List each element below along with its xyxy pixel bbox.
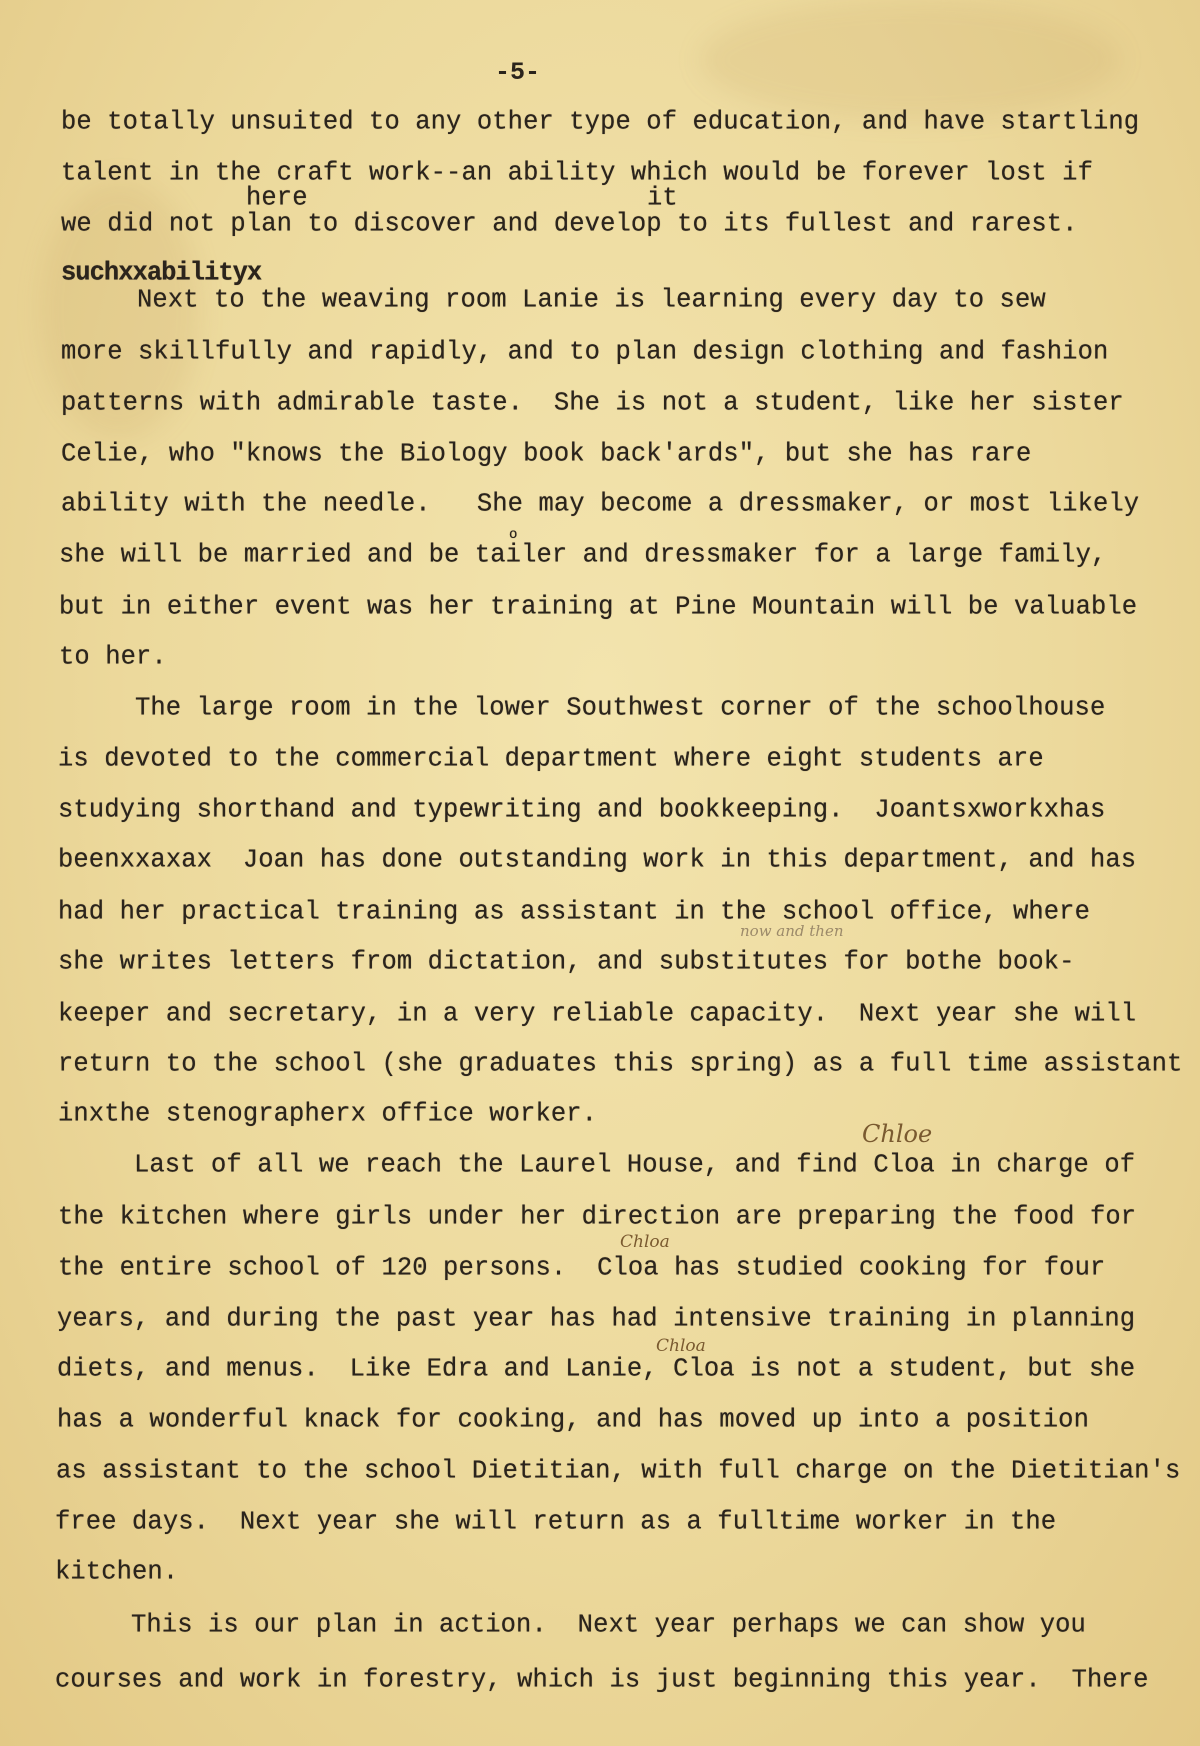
text-line: is devoted to the commercial department where eight students are bbox=[58, 744, 1044, 774]
text-line: but in either event was her training at Pine Mountain will be valuable bbox=[59, 592, 1138, 622]
text-line: the entire school of 120 persons. Cloa has studied cooking for four bbox=[58, 1253, 1106, 1283]
text-line: Next to the weaving room Lanie is learning every day to sew bbox=[137, 285, 1046, 315]
text-line: Last of all we reach the Laurel House, and find Cloa in charge of bbox=[134, 1150, 1136, 1180]
text-line: kitchen. bbox=[55, 1557, 179, 1587]
text-line: to her. bbox=[59, 642, 167, 672]
text-line: Celie, who "knows the Biology book back'ards", but she has rare bbox=[61, 439, 1032, 469]
text-line: inxthe stenographerx office worker. bbox=[58, 1099, 598, 1129]
text-line: ability with the needle. She may become a dressmaker, or most likely bbox=[61, 489, 1140, 519]
text-line: beenxxaxax Joan has done outstanding work in this department, and has bbox=[58, 845, 1137, 875]
text-line: studying shorthand and typewriting and bookkeeping. Joantsxworkxhas bbox=[58, 795, 1106, 825]
text-line: had her practical training as assistant in the school office, where bbox=[58, 897, 1090, 927]
page-number: -5- bbox=[495, 58, 541, 87]
text-line: patterns with admirable taste. She is not a student, like her sister bbox=[61, 388, 1124, 418]
text-line: years, and during the past year has had intensive training in planning bbox=[57, 1304, 1136, 1334]
handwritten-note-chloe: Chloe bbox=[862, 1120, 933, 1148]
handwritten-note-chloa: Chloa bbox=[656, 1336, 706, 1356]
text-line: This is our plan in action. Next year perhaps we can show you bbox=[131, 1610, 1086, 1640]
interlinear-insert-it: it bbox=[647, 183, 678, 213]
text-line: free days. Next year she will return as a fulltime worker in the bbox=[55, 1507, 1057, 1537]
text-line: The large room in the lower Southwest corner of the schoolhouse bbox=[135, 693, 1106, 723]
text-line: diets, and menus. Like Edra and Lanie, Cloa is not a student, but she bbox=[57, 1354, 1136, 1384]
text-line: return to the school (she graduates this spring) as a full time assistant bbox=[58, 1049, 1183, 1079]
text-line: she writes letters from dictation, and substitutes for bothe book- bbox=[58, 947, 1075, 977]
text-line: has a wonderful knack for cooking, and has moved up into a position bbox=[57, 1405, 1089, 1435]
text-line: more skillfully and rapidly, and to plan design clothing and fashion bbox=[61, 337, 1109, 367]
handwritten-note-now-and-then: now and then bbox=[740, 922, 844, 940]
handwritten-note-chloa: Chloa bbox=[620, 1232, 670, 1252]
text-line: talent in the craft work--an ability which would be forever lost if bbox=[61, 158, 1093, 188]
text-line: we did not plan to discover and develop to its fullest and rarest. bbox=[61, 209, 1078, 239]
interlinear-insert-here: here bbox=[246, 183, 308, 213]
interlinear-correction-o: o bbox=[509, 527, 518, 543]
text-line: be totally unsuited to any other type of education, and have startling bbox=[61, 107, 1140, 137]
text-line: the kitchen where girls under her direction are preparing the food for bbox=[58, 1202, 1137, 1232]
text-line: she will be married and be tailer and dressmaker for a large family, bbox=[59, 540, 1107, 570]
text-line: courses and work in forestry, which is just beginning this year. There bbox=[55, 1665, 1149, 1695]
text-line: keeper and secretary, in a very reliable capacity. Next year she will bbox=[58, 999, 1137, 1029]
text-line: as assistant to the school Dietitian, with full charge on the Dietitian's bbox=[56, 1456, 1181, 1486]
struck-out-line: suchxxabilityx bbox=[61, 258, 262, 288]
